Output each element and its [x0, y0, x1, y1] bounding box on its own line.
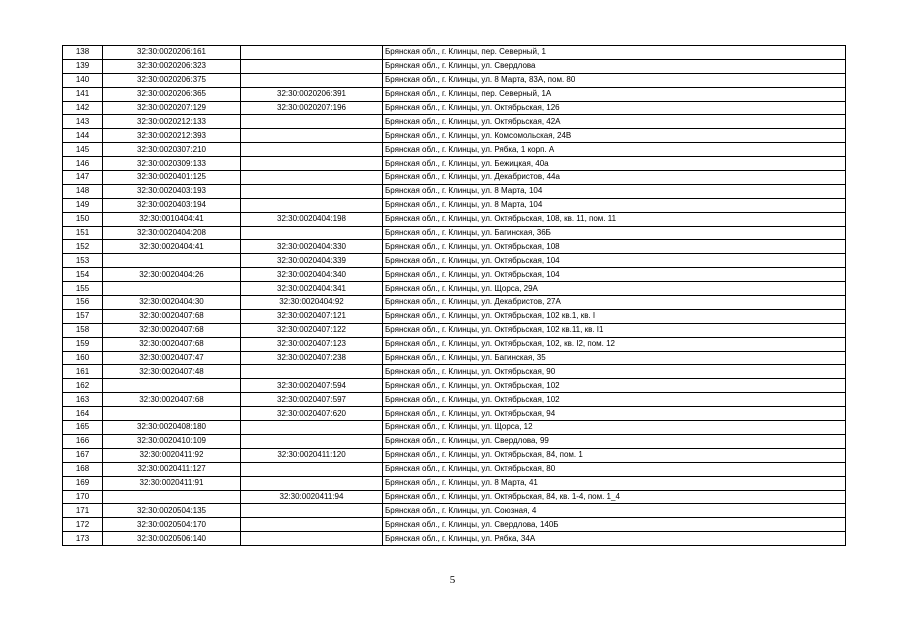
cadastral-number-cell: 32:30:0020403:194 [103, 198, 241, 212]
address-cell: Брянская обл., г. Клинцы, ул. Бежицкая, 40а [383, 157, 846, 171]
address-cell: Брянская обл., г. Клинцы, ул. Рябка, 34А [383, 532, 846, 546]
address-cell: Брянская обл., г. Клинцы, ул. Рябка, 1 корп. А [383, 143, 846, 157]
address-cell: Брянская обл., г. Клинцы, ул. Щорса, 12 [383, 421, 846, 435]
table-row [63, 268, 846, 282]
address-cell: Брянская обл., г. Клинцы, ул. Октябрьская, 104 [383, 254, 846, 268]
table-row [63, 282, 846, 296]
table-row [63, 129, 846, 143]
related-cadastral-number-cell: 32:30:0020404:92 [241, 296, 383, 310]
cadastral-number-cell: 32:30:0020411:92 [103, 448, 241, 462]
cadastral-number-cell: 32:30:0020206:323 [103, 59, 241, 73]
row-number-cell: 143 [63, 115, 103, 129]
address-cell: Брянская обл., г. Клинцы, ул. Октябрьская, 84, пом. 1 [383, 448, 846, 462]
row-number-cell: 161 [63, 365, 103, 379]
cadastral-number-cell: 32:30:0020207:129 [103, 101, 241, 115]
cadastral-number-cell: 32:30:0020407:68 [103, 393, 241, 407]
address-cell: Брянская обл., г. Клинцы, ул. Октябрьская, 102 кв.1, кв. I [383, 309, 846, 323]
cadastral-number-cell: 32:30:0020504:170 [103, 518, 241, 532]
cadastral-number-cell [103, 407, 241, 421]
table-row [63, 379, 846, 393]
related-cadastral-number-cell: 32:30:0020407:122 [241, 323, 383, 337]
table-row [63, 365, 846, 379]
row-number-cell: 145 [63, 143, 103, 157]
row-number-cell: 173 [63, 532, 103, 546]
related-cadastral-number-cell: 32:30:0020407:620 [241, 407, 383, 421]
address-cell: Брянская обл., г. Клинцы, ул. 8 Марта, 83А, пом. 80 [383, 73, 846, 87]
row-number-cell: 154 [63, 268, 103, 282]
related-cadastral-number-cell: 32:30:0020411:120 [241, 448, 383, 462]
related-cadastral-number-cell [241, 115, 383, 129]
address-cell: Брянская обл., г. Клинцы, ул. Багинская, 35 [383, 351, 846, 365]
related-cadastral-number-cell: 32:30:0020207:196 [241, 101, 383, 115]
cadastral-number-cell: 32:30:0020403:193 [103, 184, 241, 198]
related-cadastral-number-cell [241, 157, 383, 171]
cadastral-number-cell: 32:30:0020206:161 [103, 46, 241, 60]
row-number-cell: 166 [63, 434, 103, 448]
related-cadastral-number-cell: 32:30:0020404:339 [241, 254, 383, 268]
table-row [63, 448, 846, 462]
address-cell: Брянская обл., г. Клинцы, ул. Октябрьская, 84, кв. 1-4, пом. 1_4 [383, 490, 846, 504]
table-row [63, 296, 846, 310]
table-row [63, 157, 846, 171]
cadastral-number-cell: 32:30:0020404:208 [103, 226, 241, 240]
table-row [63, 46, 846, 60]
table-row [63, 254, 846, 268]
address-cell: Брянская обл., г. Клинцы, ул. Свердлова [383, 59, 846, 73]
row-number-cell: 171 [63, 504, 103, 518]
related-cadastral-number-cell: 32:30:0020407:238 [241, 351, 383, 365]
row-number-cell: 147 [63, 171, 103, 185]
address-cell: Брянская обл., г. Клинцы, пер. Северный, 1 [383, 46, 846, 60]
table-row [63, 323, 846, 337]
related-cadastral-number-cell: 32:30:0020407:123 [241, 337, 383, 351]
address-cell: Брянская обл., г. Клинцы, ул. Октябрьская, 108 [383, 240, 846, 254]
table-row [63, 407, 846, 421]
table-row [63, 171, 846, 185]
row-number-cell: 169 [63, 476, 103, 490]
row-number-cell: 150 [63, 212, 103, 226]
table-row [63, 421, 846, 435]
table-row [63, 518, 846, 532]
row-number-cell: 167 [63, 448, 103, 462]
address-cell: Брянская обл., г. Клинцы, ул. Октябрьская, 104 [383, 268, 846, 282]
row-number-cell: 164 [63, 407, 103, 421]
table-body [63, 46, 846, 546]
row-number-cell: 165 [63, 421, 103, 435]
row-number-cell: 159 [63, 337, 103, 351]
address-cell: Брянская обл., г. Клинцы, ул. Октябрьская, 80 [383, 462, 846, 476]
address-cell: Брянская обл., г. Клинцы, ул. Октябрьская, 42А [383, 115, 846, 129]
related-cadastral-number-cell: 32:30:0020404:330 [241, 240, 383, 254]
address-cell: Брянская обл., г. Клинцы, ул. Багинская, 36Б [383, 226, 846, 240]
row-number-cell: 139 [63, 59, 103, 73]
row-number-cell: 148 [63, 184, 103, 198]
row-number-cell: 153 [63, 254, 103, 268]
row-number-cell: 142 [63, 101, 103, 115]
related-cadastral-number-cell [241, 476, 383, 490]
row-number-cell: 155 [63, 282, 103, 296]
table-row [63, 490, 846, 504]
address-cell: Брянская обл., г. Клинцы, ул. Октябрьская, 108, кв. 11, пом. 11 [383, 212, 846, 226]
address-cell: Брянская обл., г. Клинцы, ул. Октябрьская, 102 [383, 393, 846, 407]
related-cadastral-number-cell [241, 518, 383, 532]
related-cadastral-number-cell [241, 59, 383, 73]
row-number-cell: 168 [63, 462, 103, 476]
related-cadastral-number-cell [241, 365, 383, 379]
related-cadastral-number-cell [241, 504, 383, 518]
related-cadastral-number-cell: 32:30:0020407:597 [241, 393, 383, 407]
related-cadastral-number-cell [241, 226, 383, 240]
related-cadastral-number-cell: 32:30:0020407:594 [241, 379, 383, 393]
row-number-cell: 157 [63, 309, 103, 323]
cadastral-number-cell [103, 282, 241, 296]
related-cadastral-number-cell [241, 143, 383, 157]
cadastral-number-cell [103, 254, 241, 268]
cadastral-number-cell: 32:30:0020212:133 [103, 115, 241, 129]
cadastral-number-cell: 32:30:0020506:140 [103, 532, 241, 546]
row-number-cell: 162 [63, 379, 103, 393]
row-number-cell: 149 [63, 198, 103, 212]
cadastral-number-cell: 32:30:0020401:125 [103, 171, 241, 185]
related-cadastral-number-cell [241, 129, 383, 143]
cadastral-number-cell: 32:30:0020309:133 [103, 157, 241, 171]
related-cadastral-number-cell: 32:30:0020404:198 [241, 212, 383, 226]
table-row [63, 504, 846, 518]
related-cadastral-number-cell: 32:30:0020206:391 [241, 87, 383, 101]
row-number-cell: 151 [63, 226, 103, 240]
row-number-cell: 158 [63, 323, 103, 337]
cadastral-number-cell: 32:30:0020404:30 [103, 296, 241, 310]
table-row [63, 73, 846, 87]
table-row [63, 212, 846, 226]
cadastral-number-cell: 32:30:0020206:375 [103, 73, 241, 87]
related-cadastral-number-cell: 32:30:0020404:341 [241, 282, 383, 296]
address-cell: Брянская обл., г. Клинцы, ул. Свердлова, 99 [383, 434, 846, 448]
table-row [63, 115, 846, 129]
cadastral-number-cell: 32:30:0020410:109 [103, 434, 241, 448]
related-cadastral-number-cell: 32:30:0020411:94 [241, 490, 383, 504]
row-number-cell: 141 [63, 87, 103, 101]
table-row [63, 87, 846, 101]
related-cadastral-number-cell: 32:30:0020404:340 [241, 268, 383, 282]
table-row [63, 226, 846, 240]
row-number-cell: 144 [63, 129, 103, 143]
cadastral-number-cell: 32:30:0020307:210 [103, 143, 241, 157]
address-cell: Брянская обл., г. Клинцы, ул. Октябрьская, 102 [383, 379, 846, 393]
address-cell: Брянская обл., г. Клинцы, ул. 8 Марта, 41 [383, 476, 846, 490]
cadastral-number-cell [103, 379, 241, 393]
property-table [62, 45, 846, 546]
table-row [63, 143, 846, 157]
address-cell: Брянская обл., г. Клинцы, ул. 8 Марта, 104 [383, 198, 846, 212]
related-cadastral-number-cell [241, 532, 383, 546]
cadastral-number-cell: 32:30:0020504:135 [103, 504, 241, 518]
related-cadastral-number-cell [241, 198, 383, 212]
cadastral-number-cell: 32:30:0020407:68 [103, 337, 241, 351]
cadastral-number-cell: 32:30:0020212:393 [103, 129, 241, 143]
cadastral-number-cell: 32:30:0020407:68 [103, 309, 241, 323]
related-cadastral-number-cell: 32:30:0020407:121 [241, 309, 383, 323]
table-row [63, 59, 846, 73]
address-cell: Брянская обл., г. Клинцы, ул. Щорса, 29А [383, 282, 846, 296]
table-row [63, 351, 846, 365]
cadastral-number-cell: 32:30:0020411:127 [103, 462, 241, 476]
address-cell: Брянская обл., г. Клинцы, ул. Октябрьская, 126 [383, 101, 846, 115]
row-number-cell: 160 [63, 351, 103, 365]
address-cell: Брянская обл., г. Клинцы, ул. Октябрьская, 102 кв.11, кв. I1 [383, 323, 846, 337]
table-row [63, 309, 846, 323]
row-number-cell: 163 [63, 393, 103, 407]
related-cadastral-number-cell [241, 434, 383, 448]
cadastral-number-cell: 32:30:0020407:48 [103, 365, 241, 379]
row-number-cell: 172 [63, 518, 103, 532]
table-row [63, 532, 846, 546]
related-cadastral-number-cell [241, 184, 383, 198]
table-row [63, 101, 846, 115]
table-row [63, 198, 846, 212]
address-cell: Брянская обл., г. Клинцы, ул. Октябрьская, 102, кв. I2, пом. 12 [383, 337, 846, 351]
address-cell: Брянская обл., г. Клинцы, ул. Октябрьская, 94 [383, 407, 846, 421]
address-cell: Брянская обл., г. Клинцы, ул. Комсомольская, 24В [383, 129, 846, 143]
cadastral-number-cell [103, 490, 241, 504]
row-number-cell: 146 [63, 157, 103, 171]
table-row [63, 462, 846, 476]
address-cell: Брянская обл., г. Клинцы, ул. Декабристов, 44а [383, 171, 846, 185]
related-cadastral-number-cell [241, 46, 383, 60]
table-row [63, 393, 846, 407]
address-cell: Брянская обл., г. Клинцы, ул. Союзная, 4 [383, 504, 846, 518]
table-row [63, 476, 846, 490]
row-number-cell: 156 [63, 296, 103, 310]
address-cell: Брянская обл., г. Клинцы, ул. Декабристов, 27А [383, 296, 846, 310]
cadastral-number-cell: 32:30:0020407:68 [103, 323, 241, 337]
cadastral-number-cell: 32:30:0020408:180 [103, 421, 241, 435]
related-cadastral-number-cell [241, 171, 383, 185]
cadastral-number-cell: 32:30:0020411:91 [103, 476, 241, 490]
row-number-cell: 170 [63, 490, 103, 504]
row-number-cell: 152 [63, 240, 103, 254]
cadastral-number-cell: 32:30:0020404:41 [103, 240, 241, 254]
row-number-cell: 140 [63, 73, 103, 87]
row-number-cell: 138 [63, 46, 103, 60]
address-cell: Брянская обл., г. Клинцы, ул. Октябрьская, 90 [383, 365, 846, 379]
page-number: 5 [449, 574, 456, 586]
cadastral-number-cell: 32:30:0020404:26 [103, 268, 241, 282]
table-row [63, 184, 846, 198]
cadastral-number-cell: 32:30:0010404:41 [103, 212, 241, 226]
address-cell: Брянская обл., г. Клинцы, ул. Свердлова, 140Б [383, 518, 846, 532]
table-row [63, 337, 846, 351]
address-cell: Брянская обл., г. Клинцы, пер. Северный, 1А [383, 87, 846, 101]
address-cell: Брянская обл., г. Клинцы, ул. 8 Марта, 104 [383, 184, 846, 198]
related-cadastral-number-cell [241, 462, 383, 476]
related-cadastral-number-cell [241, 421, 383, 435]
table-row [63, 240, 846, 254]
cadastral-number-cell: 32:30:0020206:365 [103, 87, 241, 101]
related-cadastral-number-cell [241, 73, 383, 87]
cadastral-number-cell: 32:30:0020407:47 [103, 351, 241, 365]
table-row [63, 434, 846, 448]
